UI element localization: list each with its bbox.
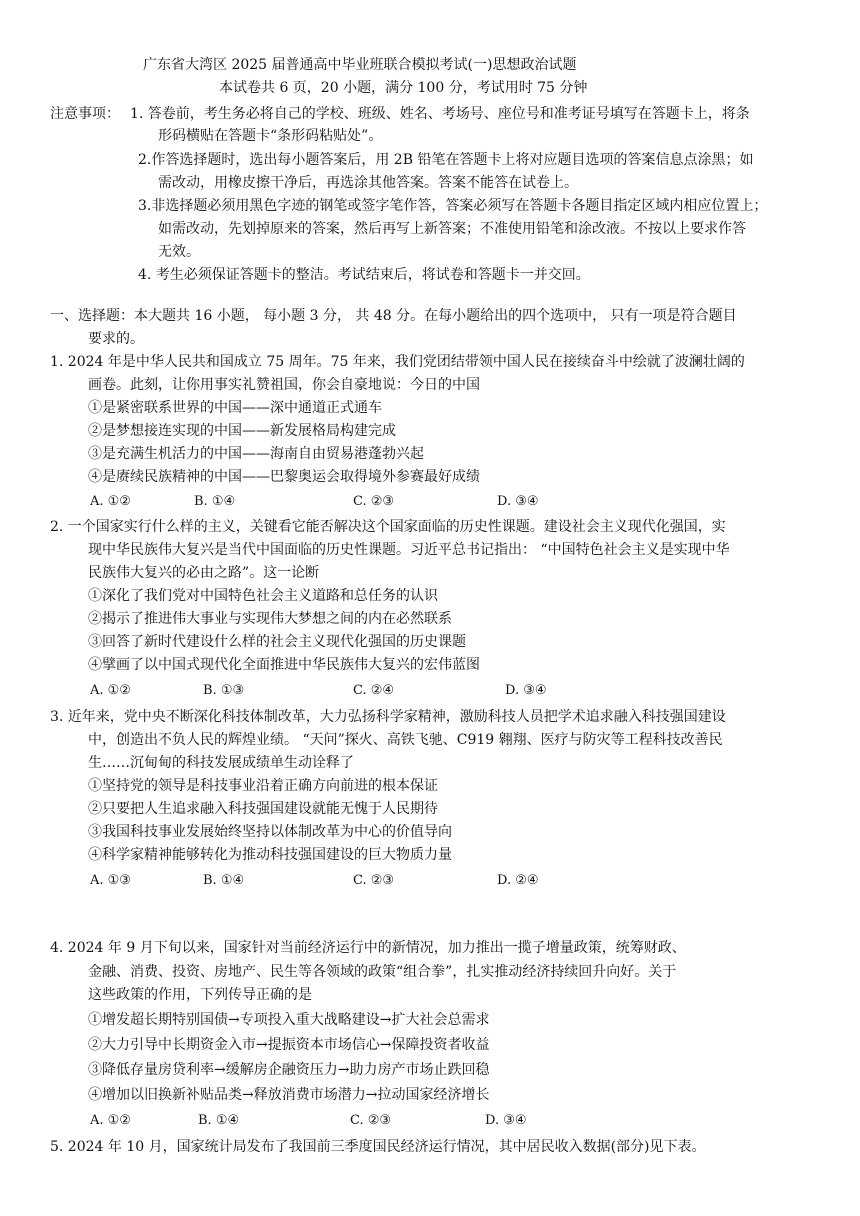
q3-option-d: D. ②④ (497, 873, 539, 888)
q2-item-3: ③回答了新时代建设什么样的社会主义现代化强国的历史课题 (88, 634, 466, 650)
notice-label: 注意事项： (50, 106, 120, 122)
q3-option-a: A. ①③ (90, 873, 131, 888)
q2-option-a: A. ①② (90, 683, 131, 698)
q3-stem: 3. 近年来，党中央不断深化科技体制改革，大力弘扬科学家精神，激励科技人员把学术追求融入科技强国建设 (50, 709, 726, 725)
q1-option-a: A. ①② (90, 494, 131, 509)
q1-option-d: D. ③④ (497, 494, 539, 509)
q4-stem-cont: 金融、消费、投资、房地产、民生等各领域的政策“组合拳”，扎实推动经济持续回升向好。关于 (88, 964, 677, 980)
notice-item-2-cont: 需改动，用橡皮擦干净后，再选涂其他答案。答案不能答在试卷上。 (158, 175, 578, 191)
q4-option-b: B. ①④ (198, 1113, 240, 1128)
exam-subtitle: 本试卷共 6 页，20 小题，满分 100 分，考试用时 75 分钟 (219, 80, 588, 96)
q4-item-2: ②大力引导中长期资金入市→提振资本市场信心→保障投资者收益 (88, 1037, 490, 1053)
q2-item-1: ①深化了我们党对中国特色社会主义道路和总任务的认识 (88, 588, 438, 604)
q4-item-4: ④增加以旧换新补贴品类→释放消费市场潜力→拉动国家经济增长 (88, 1087, 490, 1103)
q2-stem-cont2: 民族伟大复兴的必由之路”。这一论断 (88, 565, 320, 581)
q1-item-1: ①是紧密联系世界的中国——深中通道正式通车 (88, 400, 382, 416)
q4-option-a: A. ①② (90, 1113, 131, 1128)
notice-item-2: 2.作答选择题时，选出每小题答案后，用 2B 铅笔在答题卡上将对应题目选项的答案信息点涂黑；如 (138, 152, 754, 168)
notice-item-3-cont: 如需改动，先划掉原来的答案，然后再写上新答案；不准使用铅笔和涂改液。不按以上要求作答 (158, 221, 746, 237)
notice-item-1: 1. 答卷前，考生务必将自己的学校、班级、姓名、考场号、座位号和准考证号填写在答题卡上，将条 (130, 106, 750, 122)
q1-stem-cont: 画卷。此刻，让你用事实礼赞祖国，你会自豪地说：今日的中国 (88, 377, 480, 393)
q1-option-c: C. ②③ (353, 494, 395, 509)
q3-stem-cont2: 生……沉甸甸的科技发展成绩单生动诠释了 (88, 755, 354, 771)
q1-stem: 1. 2024 年是中华人民共和国成立 75 周年。75 年来，我们党团结带领中国人民在接续奋斗中绘就了波澜壮阔的 (50, 354, 745, 370)
q2-stem: 2. 一个国家实行什么样的主义，关键看它能否解决这个国家面临的历史性课题。建设社会主义现代化强国，实 (50, 519, 726, 535)
notice-item-1-cont: 形码横贴在答题卡“条形码粘贴处”。 (158, 128, 383, 144)
q2-option-c: C. ②④ (353, 683, 395, 698)
q2-item-2: ②揭示了推进伟大事业与实现伟大梦想之间的内在必然联系 (88, 611, 452, 627)
notice-item-3-cont2: 无效。 (158, 244, 200, 260)
notice-item-3: 3.非选择题必须用黑色字迹的钢笔或签字笔作答，答案必须写在答题卡各题目指定区域内相应位置上； (138, 198, 768, 214)
q4-stem: 4. 2024 年 9 月下旬以来，国家针对当前经济运行中的新情况，加力推出一揽子增量政策，统筹财政、 (50, 940, 686, 956)
q1-option-b: B. ①④ (194, 494, 236, 509)
q4-stem-cont2: 这些政策的作用，下列传导正确的是 (88, 987, 312, 1003)
q3-item-3: ③我国科技事业发展始终坚持以体制改革为中心的价值导向 (88, 824, 452, 840)
q5-stem: 5. 2024 年 10 月，国家统计局发布了我国前三季度国民经济运行情况，其中居民收入数据(部分)见下表。 (50, 1139, 706, 1155)
section-heading: 一、选择题：本大题共 16 小题， 每小题 3 分， 共 48 分。在每小题给出的四个选项中， 只有一项是符合题目 (50, 308, 737, 324)
q3-option-b: B. ①④ (203, 873, 245, 888)
q3-option-c: C. ②③ (353, 873, 395, 888)
q2-item-4: ④擘画了以中国式现代化全面推进中华民族伟大复兴的宏伟蓝图 (88, 657, 480, 673)
q2-option-d: D. ③④ (505, 683, 547, 698)
q3-item-4: ④科学家精神能够转化为推动科技强国建设的巨大物质力量 (88, 847, 452, 863)
q4-item-1: ①增发超长期特别国债→专项投入重大战略建设→扩大社会总需求 (88, 1012, 490, 1028)
q1-item-4: ④是赓续民族精神的中国——巴黎奥运会取得境外参赛最好成绩 (88, 469, 480, 485)
q4-item-3: ③降低存量房贷利率→缓解房企融资压力→助力房产市场止跌回稳 (88, 1062, 490, 1078)
q3-item-2: ②只要把人生追求融入科技强国建设就能无愧于人民期待 (88, 801, 438, 817)
q4-option-c: C. ②③ (350, 1113, 392, 1128)
q3-item-1: ①坚持党的领导是科技事业沿着正确方向前进的根本保证 (88, 778, 438, 794)
notice-item-4: 4. 考生必须保证答题卡的整洁。考试结束后，将试卷和答题卡一并交回。 (138, 267, 590, 283)
q3-stem-cont: 中，创造出不负人民的辉煌业绩。 “天问”探火、高铁飞驰、C919 翱翔、医疗与防灾等工程科技改善民 (88, 732, 723, 748)
q1-item-3: ③是充满生机活力的中国——海南自由贸易港蓬勃兴起 (88, 446, 424, 462)
exam-title: 广东省大湾区 2025 届普通高中毕业班联合模拟考试(一)思想政治试题 (143, 57, 577, 73)
q2-stem-cont: 现中华民族伟大复兴是当代中国面临的历史性课题。习近平总书记指出： “中国特色社会主义是实现中华 (88, 542, 730, 558)
q2-option-b: B. ①③ (203, 683, 245, 698)
q4-option-d: D. ③④ (485, 1113, 527, 1128)
q1-item-2: ②是梦想接连实现的中国——新发展格局构建完成 (88, 423, 396, 439)
section-heading-cont: 要求的。 (88, 331, 144, 347)
